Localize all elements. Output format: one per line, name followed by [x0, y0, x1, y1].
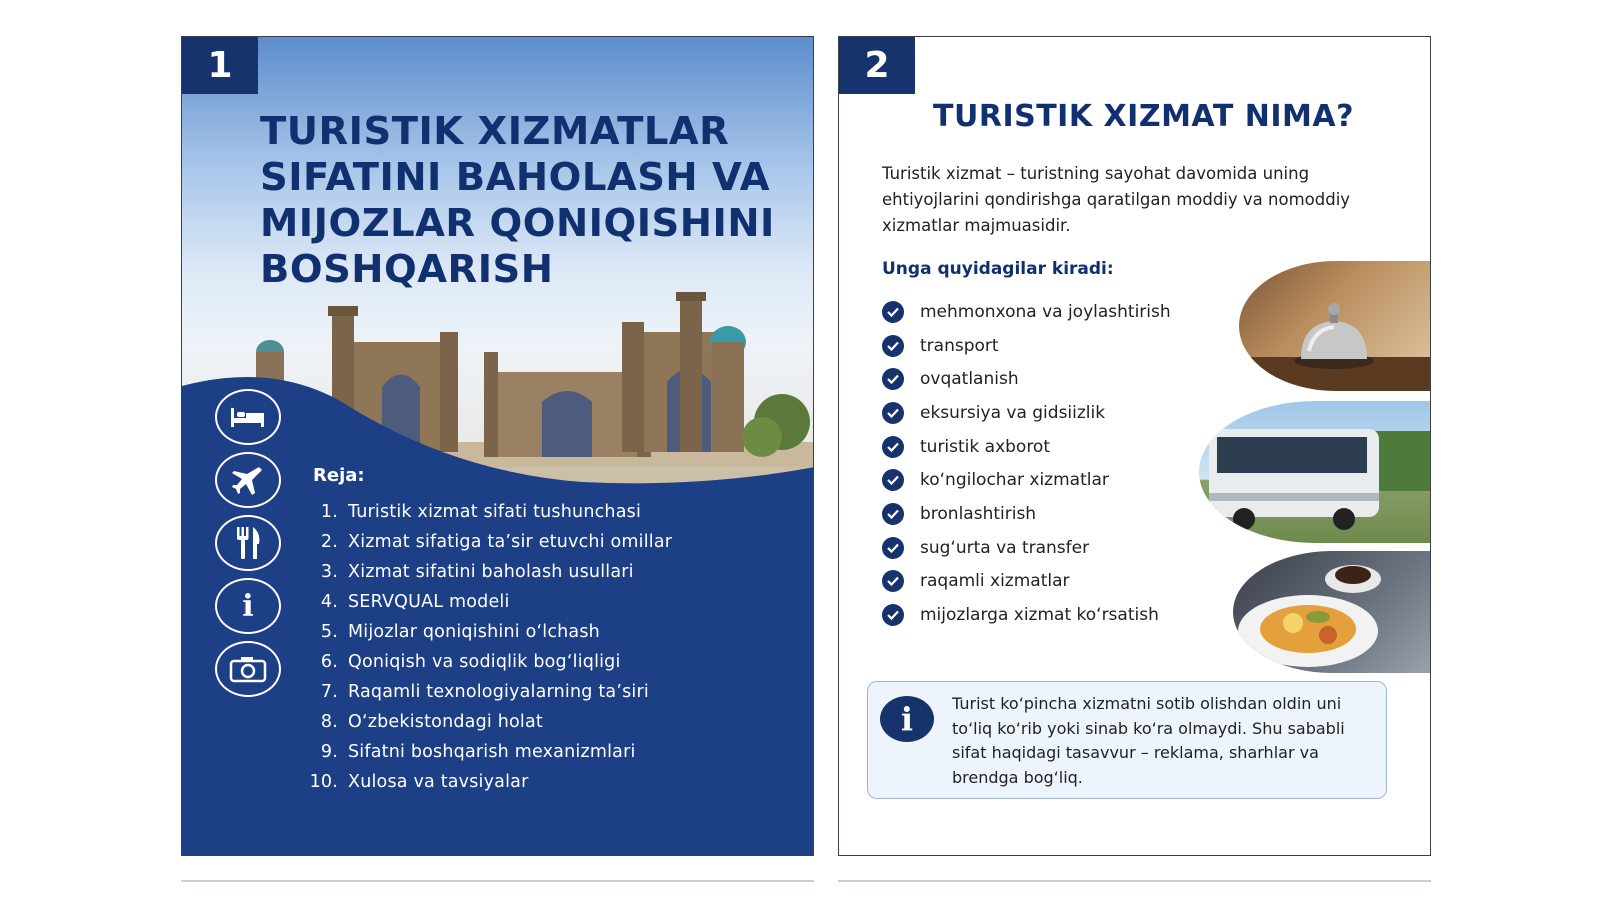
fork-knife-icon	[215, 515, 281, 571]
check-icon	[882, 537, 904, 559]
plan-heading: Reja:	[313, 465, 365, 486]
plan-item	[300, 557, 672, 587]
service-label: mijozlarga xizmat ko‘rsatish	[920, 605, 1159, 626]
check-icon	[882, 301, 904, 323]
plan-list	[300, 497, 672, 797]
plan-item-text: Xizmat sifatiga ta’sir etuvchi omillar	[348, 532, 673, 552]
service-item	[882, 531, 1171, 565]
plan-item	[300, 527, 672, 557]
slide-number: 1	[182, 37, 258, 94]
divider-left	[181, 880, 814, 882]
food-photo	[1233, 551, 1431, 673]
plan-item-number: 7.	[320, 682, 338, 702]
service-label: ko‘ngilochar xizmatlar	[920, 470, 1109, 491]
plan-item	[300, 737, 672, 767]
service-label: eksursiya va gidsiizlik	[920, 402, 1106, 423]
slide-title: TURISTIK XIZMATLAR SIFATINI BAHOLASH VA MIJOZLAR QONIQISHINI BOSHQARISH	[260, 109, 775, 292]
slide-number: 2	[839, 37, 915, 94]
plan-item-text: Turistik xizmat sifati tushunchasi	[348, 502, 642, 522]
check-icon	[882, 570, 904, 592]
service-item	[882, 295, 1171, 329]
plan-item	[300, 677, 672, 707]
slide-1	[181, 36, 814, 856]
plan-item-number: 5.	[320, 622, 338, 642]
plan-item	[300, 707, 672, 737]
plan-item-number: 3.	[320, 562, 338, 582]
plan-item-text: Raqamli texnologiyalarning ta’siri	[348, 682, 649, 702]
plan-item-number: 4.	[320, 592, 338, 612]
plan-item-text: Xizmat sifatini baholash usullari	[348, 562, 634, 582]
check-icon	[882, 436, 904, 458]
plan-item	[300, 647, 672, 677]
plan-item-number: 1.	[320, 502, 338, 522]
check-icon	[882, 368, 904, 390]
list-heading: Unga quyidagilar kiradi:	[882, 259, 1114, 279]
plan-item	[300, 767, 672, 797]
info-icon: i	[880, 696, 934, 742]
service-icons	[215, 389, 281, 704]
plan-item-number: 2.	[320, 532, 338, 552]
services-list	[882, 295, 1171, 632]
service-item	[882, 565, 1171, 599]
service-label: bronlashtirish	[920, 503, 1037, 524]
bus-photo	[1199, 401, 1431, 543]
info-icon: i	[215, 578, 281, 634]
plan-item	[300, 617, 672, 647]
check-icon	[882, 604, 904, 626]
service-label: sug‘urta va transfer	[920, 537, 1090, 558]
divider-right	[838, 880, 1431, 882]
check-icon	[882, 469, 904, 491]
service-item	[882, 598, 1171, 632]
service-label: transport	[920, 335, 999, 356]
service-label: turistik axborot	[920, 436, 1050, 457]
plan-item-number: 10.	[309, 772, 338, 792]
plan-item	[300, 497, 672, 527]
slide-title: TURISTIK XIZMAT NIMA?	[933, 99, 1354, 134]
plan-item-number: 8.	[320, 712, 338, 732]
plan-item-text: SERVQUAL modeli	[348, 592, 510, 612]
service-item	[882, 430, 1171, 464]
note-text: Turist ko‘pincha xizmatni sotib olishdan oldin uni to‘liq ko‘rib yoki sinab ko‘ra olmaydi. Shu sababli sifat haqidagi tasavvur – reklama, sharhlar va brendga bog‘liq.	[952, 694, 1345, 787]
hotel-bell-photo	[1239, 261, 1431, 391]
camera-icon	[215, 641, 281, 697]
plan-item-text: Sifatni boshqarish mexanizmlari	[348, 742, 636, 762]
service-item	[882, 497, 1171, 531]
airplane-icon	[215, 452, 281, 508]
plan-item-text: Mijozlar qoniqishini o‘lchash	[348, 622, 600, 642]
check-icon	[882, 402, 904, 424]
slide-2	[838, 36, 1431, 856]
plan-item	[300, 587, 672, 617]
definition-text: Turistik xizmat – turistning sayohat davomida uning ehtiyojlarini qondirishga qaratilgan moddiy va nomoddiy xizmatlar majmuasidir.	[882, 164, 1351, 235]
service-label: ovqatlanish	[920, 369, 1019, 390]
service-item	[882, 463, 1171, 497]
service-item	[882, 329, 1171, 363]
plan-item-number: 9.	[320, 742, 338, 762]
plan-item-text: Qoniqish va sodiqlik bog‘liqligi	[348, 652, 621, 672]
check-icon	[882, 503, 904, 525]
plan-item-text: Xulosa va tavsiyalar	[348, 772, 529, 792]
service-item	[882, 362, 1171, 396]
service-label: raqamli xizmatlar	[920, 571, 1070, 592]
service-item	[882, 396, 1171, 430]
info-note	[867, 681, 1387, 799]
service-label: mehmonxona va joylashtirish	[920, 301, 1171, 322]
check-icon	[882, 335, 904, 357]
bed-icon	[215, 389, 281, 445]
plan-item-number: 6.	[320, 652, 338, 672]
plan-item-text: O‘zbekistondagi holat	[348, 712, 543, 732]
